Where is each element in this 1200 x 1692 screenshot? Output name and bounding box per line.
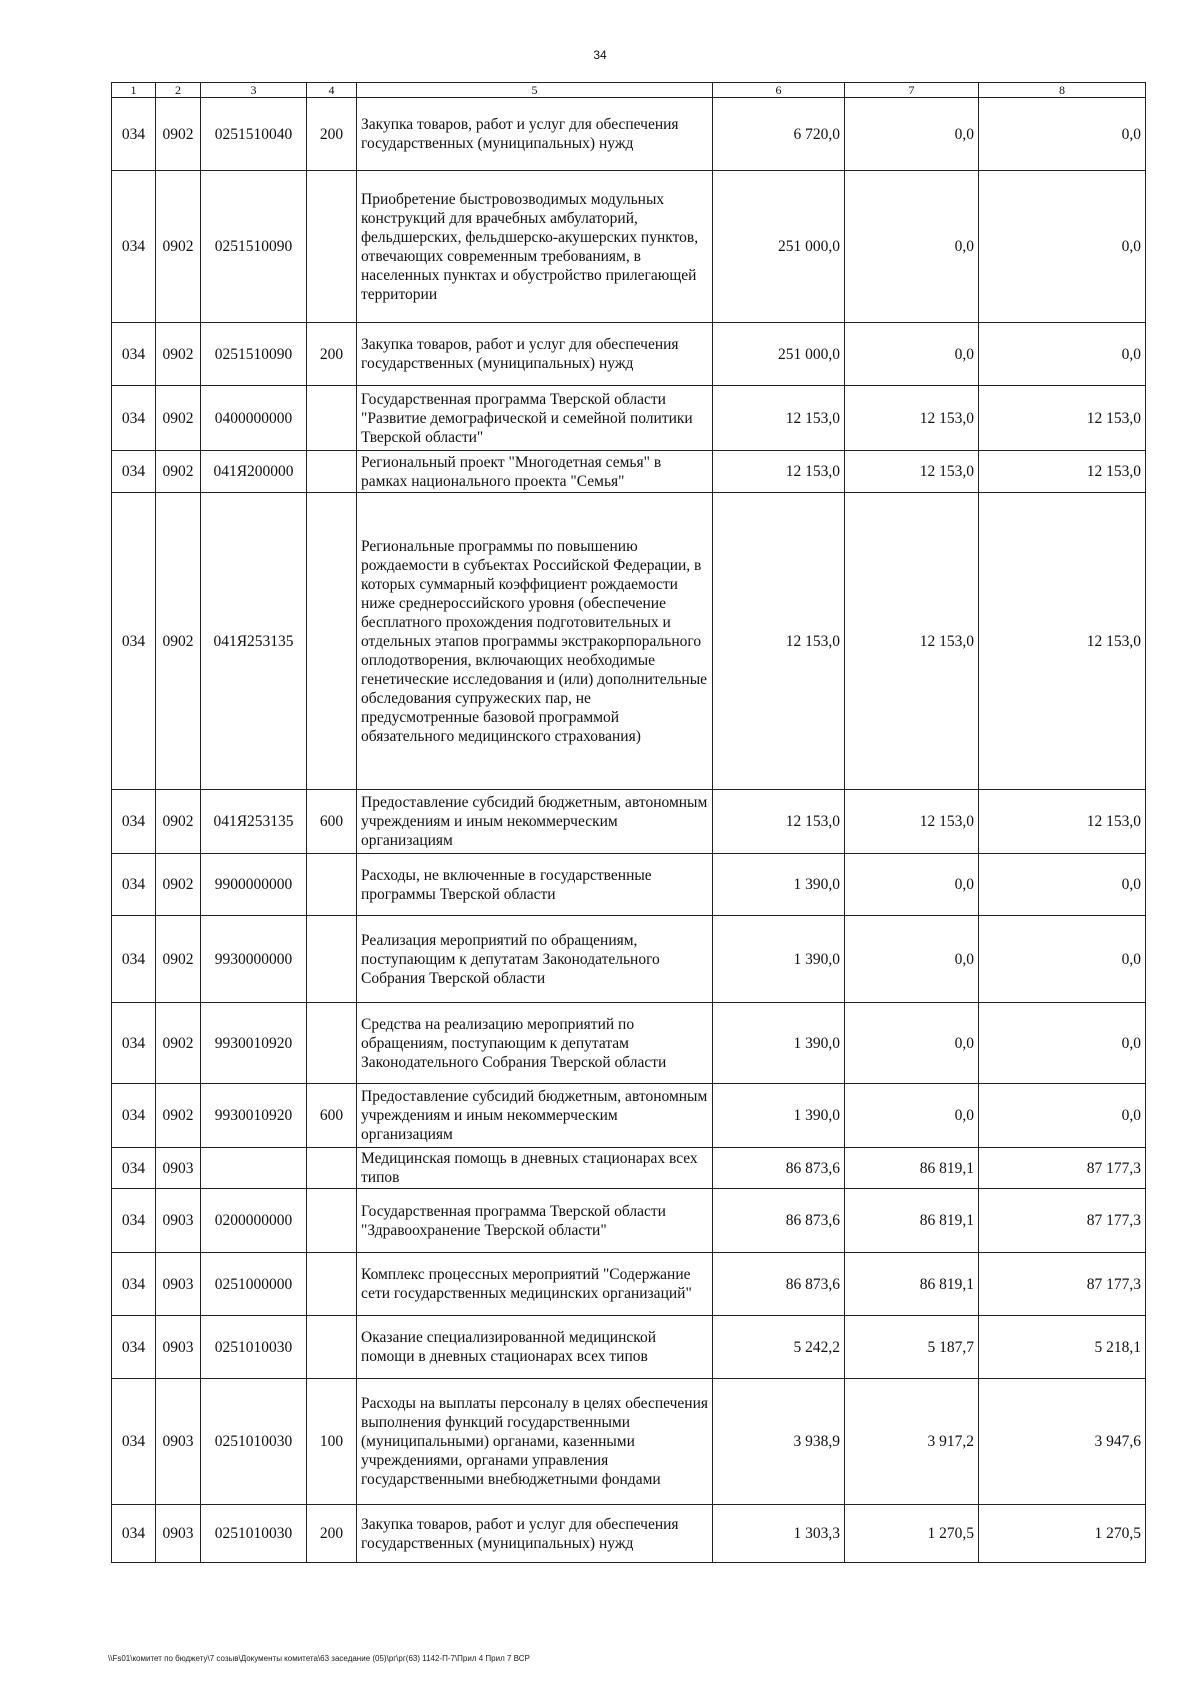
amount-col8-cell: 0,0 (979, 854, 1146, 916)
amount-col7-cell: 86 819,1 (845, 1189, 979, 1253)
expense-type-cell (307, 1189, 357, 1253)
amount-col6-cell: 86 873,6 (713, 1148, 845, 1189)
amount-col7-cell: 0,0 (845, 323, 979, 386)
ministry-code-cell: 034 (112, 1189, 156, 1253)
description-cell: Предоставление субсидий бюджетным, автономным учреждениям и иным некоммерческим организациям (357, 1084, 713, 1148)
amount-col6-cell: 86 873,6 (713, 1189, 845, 1253)
amount-col6-cell: 12 153,0 (713, 493, 845, 790)
section-code-cell: 0903 (156, 1148, 201, 1189)
target-code-cell (201, 1148, 307, 1189)
amount-col8-cell: 5 218,1 (979, 1316, 1146, 1379)
ministry-code-cell: 034 (112, 323, 156, 386)
expense-type-cell (307, 493, 357, 790)
ministry-code-cell: 034 (112, 854, 156, 916)
amount-col7-cell: 12 153,0 (845, 493, 979, 790)
target-code-cell: 0251010030 (201, 1505, 307, 1563)
amount-col8-cell: 3 947,6 (979, 1379, 1146, 1505)
amount-col6-cell: 5 242,2 (713, 1316, 845, 1379)
expense-type-cell: 100 (307, 1379, 357, 1505)
section-code-cell: 0903 (156, 1379, 201, 1505)
target-code-cell: 0251510090 (201, 171, 307, 323)
amount-col7-cell: 0,0 (845, 854, 979, 916)
description-cell: Региональный проект "Многодетная семья" в рамках национального проекта "Семья" (357, 451, 713, 493)
expense-type-cell: 600 (307, 1084, 357, 1148)
expense-type-cell (307, 1148, 357, 1189)
expense-type-cell (307, 916, 357, 1003)
ministry-code-cell: 034 (112, 1148, 156, 1189)
table-row (112, 493, 1146, 790)
table-row (112, 790, 1146, 854)
ministry-code-cell: 034 (112, 916, 156, 1003)
target-code-cell: 0200000000 (201, 1189, 307, 1253)
table-row (112, 854, 1146, 916)
expense-type-cell (307, 451, 357, 493)
amount-col7-cell: 3 917,2 (845, 1379, 979, 1505)
amount-col8-cell: 0,0 (979, 323, 1146, 386)
amount-col6-cell: 3 938,9 (713, 1379, 845, 1505)
expense-type-cell: 200 (307, 1505, 357, 1563)
description-cell: Оказание специализированной медицинской помощи в дневных стационарах всех типов (357, 1316, 713, 1379)
target-code-cell: 0400000000 (201, 386, 307, 451)
amount-col7-cell: 0,0 (845, 98, 979, 171)
target-code-cell: 9900000000 (201, 854, 307, 916)
amount-col6-cell: 12 153,0 (713, 790, 845, 854)
section-code-cell: 0903 (156, 1253, 201, 1316)
header-cell: 8 (979, 83, 1146, 98)
description-cell: Закупка товаров, работ и услуг для обеспечения государственных (муниципальных) нужд (357, 323, 713, 386)
amount-col6-cell: 1 390,0 (713, 916, 845, 1003)
amount-col8-cell: 0,0 (979, 916, 1146, 1003)
table-row (112, 1505, 1146, 1563)
budget-table (111, 82, 1146, 1563)
section-code-cell: 0903 (156, 1189, 201, 1253)
amount-col7-cell: 0,0 (845, 1084, 979, 1148)
amount-col7-cell: 0,0 (845, 171, 979, 323)
target-code-cell: 0251510040 (201, 98, 307, 171)
amount-col8-cell: 0,0 (979, 1003, 1146, 1084)
description-cell: Предоставление субсидий бюджетным, автономным учреждениям и иным некоммерческим организациям (357, 790, 713, 854)
table-row (112, 386, 1146, 451)
footer-file-path: \\Fs01\комитет по бюджету\7 созыв\Документы комитета\63 заседание (05)\рг\рг(63) 1142-П-7\Прил 4 Прил 7 ВСР (108, 1654, 530, 1663)
section-code-cell: 0902 (156, 493, 201, 790)
amount-col6-cell: 86 873,6 (713, 1253, 845, 1316)
target-code-cell: 9930000000 (201, 916, 307, 1003)
target-code-cell: 041Я253135 (201, 790, 307, 854)
amount-col6-cell: 12 153,0 (713, 386, 845, 451)
amount-col6-cell: 1 390,0 (713, 1003, 845, 1084)
ministry-code-cell: 034 (112, 1084, 156, 1148)
ministry-code-cell: 034 (112, 790, 156, 854)
expense-type-cell (307, 171, 357, 323)
target-code-cell: 9930010920 (201, 1084, 307, 1148)
description-cell: Расходы на выплаты персоналу в целях обеспечения выполнения функций государственными (муниципальными) органами, казенными учреждениями, органами управления государственными внебюджетными фондами (357, 1379, 713, 1505)
amount-col6-cell: 1 390,0 (713, 1084, 845, 1148)
header-cell: 1 (112, 83, 156, 98)
amount-col7-cell: 5 187,7 (845, 1316, 979, 1379)
amount-col8-cell: 12 153,0 (979, 790, 1146, 854)
table-row (112, 1189, 1146, 1253)
description-cell: Средства на реализацию мероприятий по обращениям, поступающим к депутатам Законодательного Собрания Тверской области (357, 1003, 713, 1084)
ministry-code-cell: 034 (112, 171, 156, 323)
ministry-code-cell: 034 (112, 451, 156, 493)
amount-col7-cell: 12 153,0 (845, 790, 979, 854)
description-cell: Государственная программа Тверской области "Развитие демографической и семейной политики Тверской области" (357, 386, 713, 451)
amount-col7-cell: 1 270,5 (845, 1505, 979, 1563)
amount-col7-cell: 86 819,1 (845, 1148, 979, 1189)
amount-col7-cell: 86 819,1 (845, 1253, 979, 1316)
table-row (112, 451, 1146, 493)
target-code-cell: 0251010030 (201, 1316, 307, 1379)
header-cell: 6 (713, 83, 845, 98)
description-cell: Закупка товаров, работ и услуг для обеспечения государственных (муниципальных) нужд (357, 98, 713, 171)
target-code-cell: 9930010920 (201, 1003, 307, 1084)
description-cell: Приобретение быстровозводимых модульных конструкций для врачебных амбулаторий, фельдшерских, фельдшерско-акушерских пунктов, отвечающих современным требованиям, в населенных пунктах и обустройство прилегающей территории (357, 171, 713, 323)
description-cell: Расходы, не включенные в государственные программы Тверской области (357, 854, 713, 916)
description-cell: Комплекс процессных мероприятий "Содержание сети государственных медицинских организаций" (357, 1253, 713, 1316)
amount-col6-cell: 1 390,0 (713, 854, 845, 916)
amount-col6-cell: 251 000,0 (713, 323, 845, 386)
amount-col6-cell: 6 720,0 (713, 98, 845, 171)
amount-col8-cell: 1 270,5 (979, 1505, 1146, 1563)
table-row (112, 171, 1146, 323)
section-code-cell: 0902 (156, 916, 201, 1003)
expense-type-cell: 200 (307, 323, 357, 386)
target-code-cell: 0251000000 (201, 1253, 307, 1316)
table-row (112, 916, 1146, 1003)
section-code-cell: 0902 (156, 171, 201, 323)
ministry-code-cell: 034 (112, 1253, 156, 1316)
section-code-cell: 0902 (156, 386, 201, 451)
table-row (112, 323, 1146, 386)
table-row (112, 1148, 1146, 1189)
header-cell: 5 (357, 83, 713, 98)
page-number: 34 (593, 48, 607, 62)
amount-col8-cell: 0,0 (979, 98, 1146, 171)
amount-col8-cell: 12 153,0 (979, 386, 1146, 451)
target-code-cell: 0251010030 (201, 1379, 307, 1505)
expense-type-cell: 600 (307, 790, 357, 854)
amount-col8-cell: 87 177,3 (979, 1253, 1146, 1316)
description-cell: Медицинская помощь в дневных стационарах всех типов (357, 1148, 713, 1189)
ministry-code-cell: 034 (112, 1379, 156, 1505)
expense-type-cell (307, 386, 357, 451)
amount-col7-cell: 0,0 (845, 1003, 979, 1084)
expense-type-cell (307, 854, 357, 916)
amount-col8-cell: 87 177,3 (979, 1189, 1146, 1253)
amount-col8-cell: 0,0 (979, 171, 1146, 323)
description-cell: Закупка товаров, работ и услуг для обеспечения государственных (муниципальных) нужд (357, 1505, 713, 1563)
expense-type-cell: 200 (307, 98, 357, 171)
table-row (112, 98, 1146, 171)
amount-col6-cell: 12 153,0 (713, 451, 845, 493)
amount-col6-cell: 1 303,3 (713, 1505, 845, 1563)
section-code-cell: 0902 (156, 1084, 201, 1148)
description-cell: Реализация мероприятий по обращениям, поступающим к депутатам Законодательного Собрания Тверской области (357, 916, 713, 1003)
amount-col8-cell: 87 177,3 (979, 1148, 1146, 1189)
table-row (112, 1379, 1146, 1505)
header-row (112, 83, 1146, 98)
section-code-cell: 0902 (156, 790, 201, 854)
ministry-code-cell: 034 (112, 1505, 156, 1563)
section-code-cell: 0902 (156, 323, 201, 386)
table-row (112, 1316, 1146, 1379)
amount-col7-cell: 12 153,0 (845, 451, 979, 493)
amount-col8-cell: 0,0 (979, 1084, 1146, 1148)
table-row (112, 1253, 1146, 1316)
description-cell: Государственная программа Тверской области "Здравоохранение Тверской области" (357, 1189, 713, 1253)
ministry-code-cell: 034 (112, 98, 156, 171)
section-code-cell: 0902 (156, 854, 201, 916)
target-code-cell: 041Я253135 (201, 493, 307, 790)
description-cell: Региональные программы по повышению рождаемости в субъектах Российской Федерации, в которых суммарный коэффициент рождаемости ниже среднероссийского уровня (обеспечение бесплатного прохождения подготовительных и отдельных этапов программы экстракорпорального оплодотворения, включающих необходимые генетические исследования и (или) дополнительные обследования супружеских пар, не предусмотренные базовой программой обязательного медицинского страхования) (357, 493, 713, 790)
header-cell: 2 (156, 83, 201, 98)
target-code-cell: 041Я200000 (201, 451, 307, 493)
header-cell: 3 (201, 83, 307, 98)
ministry-code-cell: 034 (112, 1316, 156, 1379)
header-cell: 4 (307, 83, 357, 98)
section-code-cell: 0902 (156, 1003, 201, 1084)
expense-type-cell (307, 1316, 357, 1379)
expense-type-cell (307, 1253, 357, 1316)
amount-col6-cell: 251 000,0 (713, 171, 845, 323)
ministry-code-cell: 034 (112, 1003, 156, 1084)
section-code-cell: 0903 (156, 1316, 201, 1379)
table-row (112, 1003, 1146, 1084)
amount-col8-cell: 12 153,0 (979, 451, 1146, 493)
ministry-code-cell: 034 (112, 386, 156, 451)
header-cell: 7 (845, 83, 979, 98)
expense-type-cell (307, 1003, 357, 1084)
ministry-code-cell: 034 (112, 493, 156, 790)
section-code-cell: 0903 (156, 1505, 201, 1563)
section-code-cell: 0902 (156, 451, 201, 493)
section-code-cell: 0902 (156, 98, 201, 171)
amount-col8-cell: 12 153,0 (979, 493, 1146, 790)
amount-col7-cell: 12 153,0 (845, 386, 979, 451)
table-row (112, 1084, 1146, 1148)
amount-col7-cell: 0,0 (845, 916, 979, 1003)
target-code-cell: 0251510090 (201, 323, 307, 386)
